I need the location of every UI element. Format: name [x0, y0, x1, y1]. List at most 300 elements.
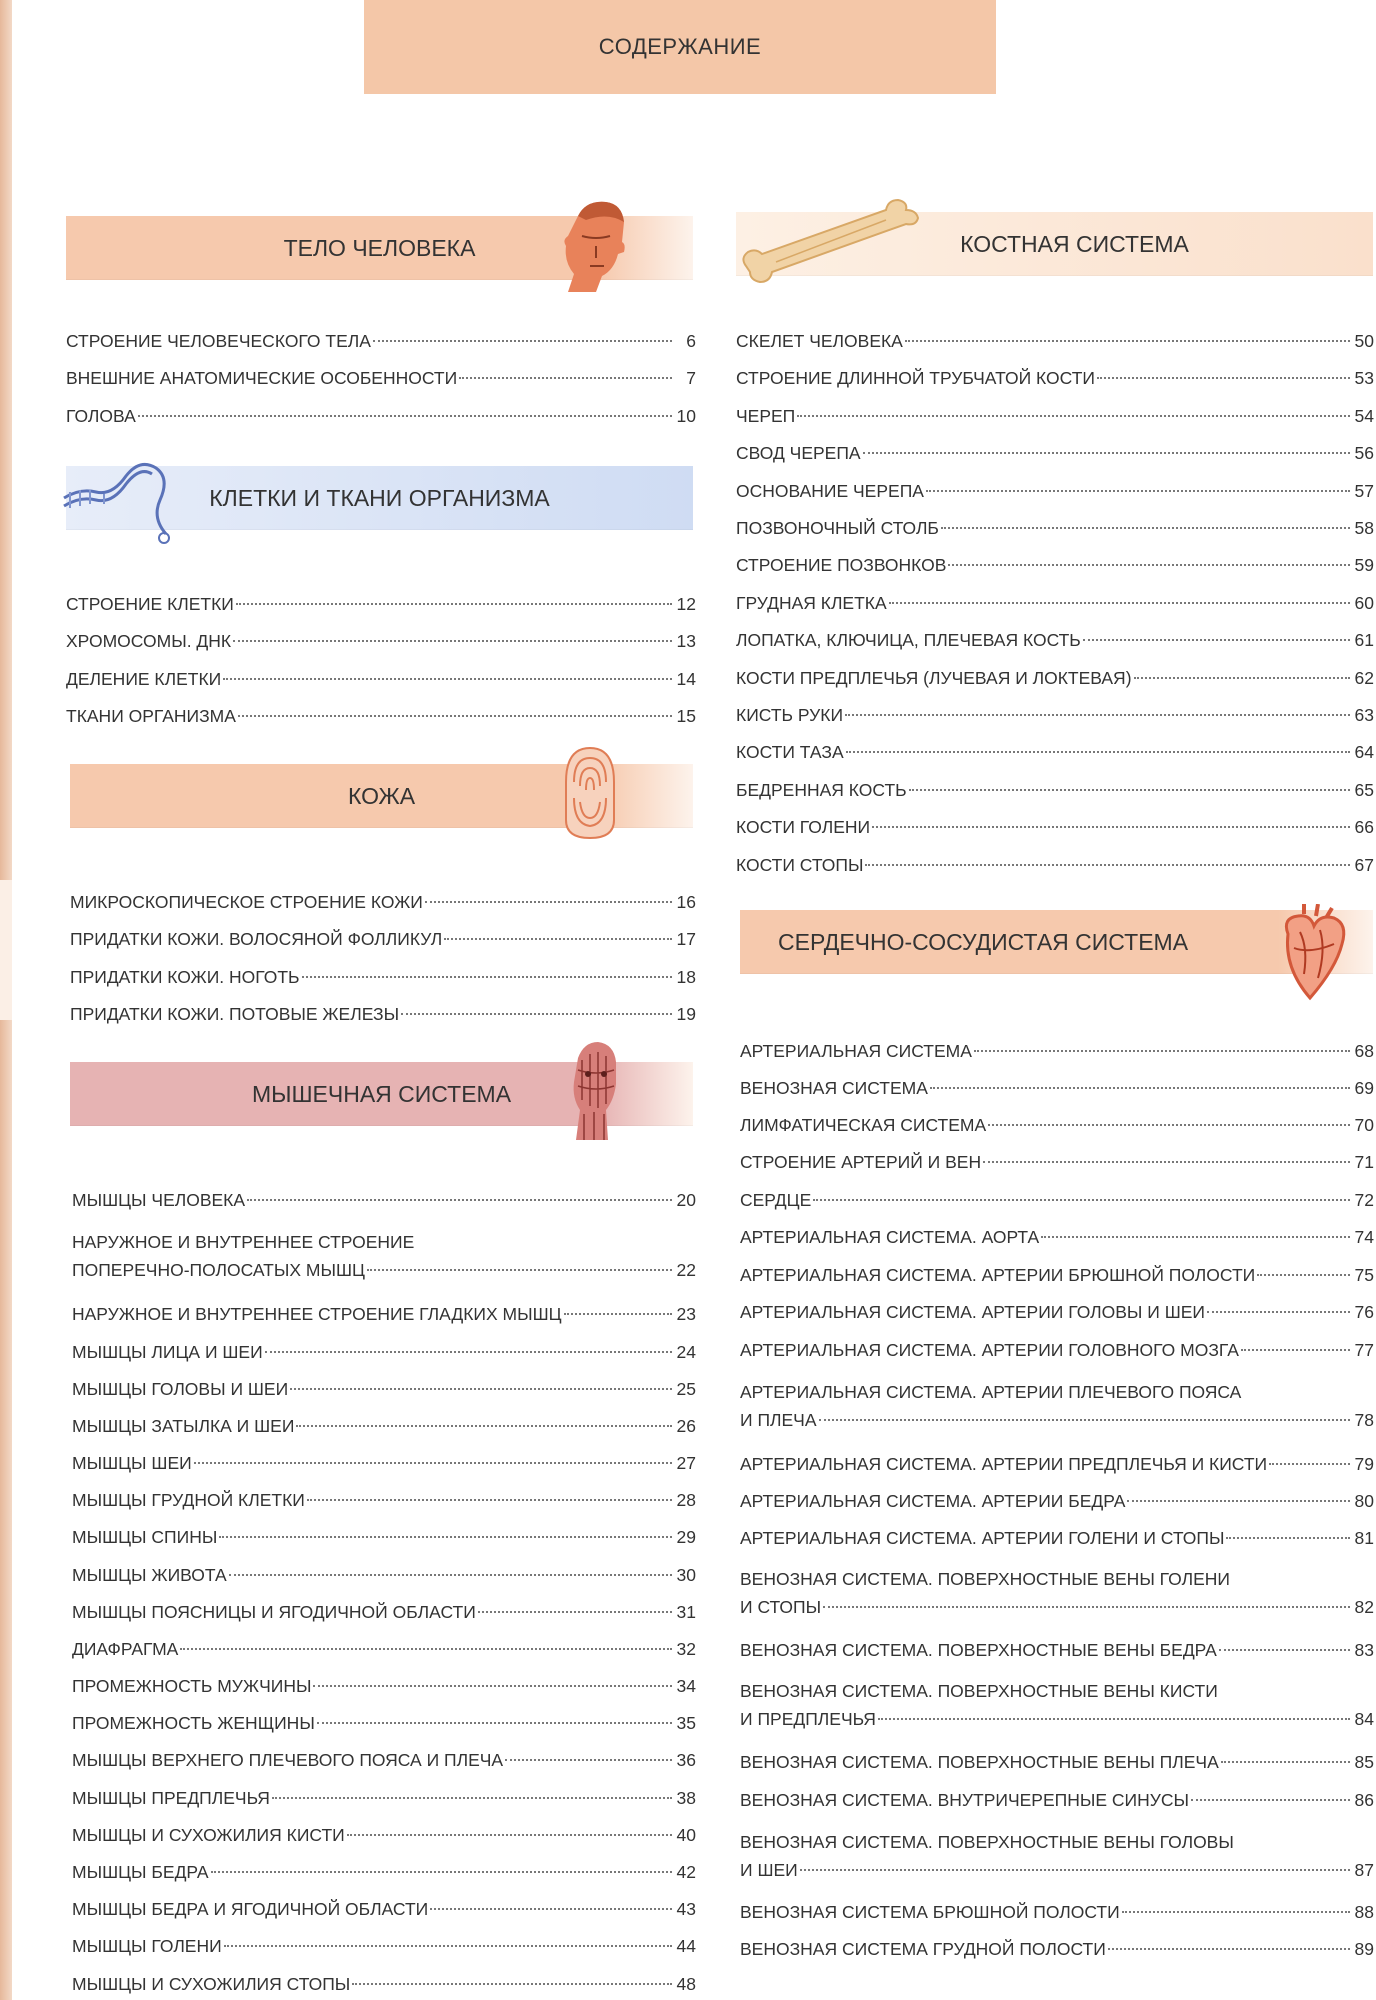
toc-entry-page: 81 — [1354, 1528, 1374, 1548]
dot-leader — [564, 1313, 672, 1315]
toc-entry-page: 28 — [676, 1490, 696, 1510]
toc-entry-title: КОСТИ ГОЛЕНИ — [736, 817, 871, 838]
dot-leader — [819, 1419, 1350, 1421]
toc-entry-page: 22 — [676, 1260, 696, 1280]
toc-entry[interactable] — [72, 1784, 696, 1812]
toc-entry-title-line: ВЕНОЗНАЯ СИСТЕМА. ПОВЕРХНОСТНЫЕ ВЕНЫ ГОЛЕНИ — [740, 1569, 1230, 1589]
dot-leader — [138, 415, 672, 417]
section-title: ТЕЛО ЧЕЛОВЕКА — [283, 234, 476, 261]
dot-leader — [233, 640, 672, 642]
section-title: КОЖА — [347, 782, 416, 809]
dot-leader — [352, 1983, 672, 1985]
heart-icon — [1274, 904, 1354, 1004]
toc-entry-title: СТРОЕНИЕ ПОЗВОНКОВ — [736, 555, 947, 576]
toc-entry-title: ВЕНОЗНАЯ СИСТЕМА. ПОВЕРХНОСТНЫЕ ВЕНЫ ПЛЕЧА — [740, 1752, 1219, 1772]
dot-leader — [823, 1606, 1350, 1608]
dot-leader — [459, 377, 672, 379]
section-header-cardio[interactable] — [740, 910, 1373, 974]
toc-entry-title: МИКРОСКОПИЧЕСКОЕ СТРОЕНИЕ КОЖИ — [70, 892, 423, 912]
toc-entry[interactable] — [72, 1821, 696, 1849]
toc-entry[interactable] — [70, 925, 696, 953]
dot-leader — [845, 714, 1350, 716]
dot-leader — [401, 1013, 672, 1015]
dot-leader — [846, 751, 1350, 753]
toc-entry-title: СВОД ЧЕРЕПА — [736, 443, 861, 464]
toc-entry-title: ПОЗВОНОЧНЫЙ СТОЛБ — [736, 518, 939, 538]
toc-entry-page: 74 — [1354, 1227, 1374, 1247]
dot-leader — [1097, 377, 1350, 379]
toc-entry[interactable] — [72, 1635, 696, 1663]
dot-leader — [872, 826, 1350, 828]
dot-leader — [926, 490, 1350, 492]
toc-entry-title: МЫШЦЫ СПИНЫ — [72, 1527, 218, 1547]
dot-leader — [988, 1124, 1350, 1126]
dot-leader — [224, 1945, 672, 1947]
toc-entry-page: 53 — [1354, 368, 1374, 389]
toc-entry-title: АРТЕРИАЛЬНАЯ СИСТЕМА. АРТЕРИИ БЕДРА — [740, 1491, 1126, 1511]
toc-entry[interactable] — [740, 1261, 1374, 1289]
dot-leader — [367, 1269, 672, 1271]
toc-entry[interactable] — [72, 1858, 696, 1886]
toc-entry-page: 65 — [1354, 779, 1374, 800]
toc-entry-page: 64 — [1354, 742, 1374, 763]
toc-entry-page: 77 — [1354, 1340, 1374, 1360]
toc-entry[interactable] — [740, 1677, 1374, 1733]
toc-entry[interactable] — [740, 1786, 1374, 1814]
toc-entry[interactable] — [736, 551, 1374, 579]
toc-entry-page: 24 — [676, 1342, 696, 1362]
toc-entry[interactable] — [740, 1524, 1374, 1552]
section-header-skin[interactable] — [70, 764, 693, 828]
dot-leader — [307, 1499, 672, 1501]
toc-entry[interactable] — [736, 477, 1374, 505]
toc-entry-page: 17 — [676, 929, 696, 950]
toc-entry-title: СТРОЕНИЕ ДЛИННОЙ ТРУБЧАТОЙ КОСТИ — [736, 368, 1095, 389]
toc-entry[interactable] — [736, 589, 1374, 617]
toc-entry-title: И СТОПЫ — [740, 1597, 822, 1617]
toc-entry-title: МЫШЦЫ ЧЕЛОВЕКА — [72, 1190, 246, 1210]
toc-entry-title: ДЕЛЕНИЕ КЛЕТКИ — [66, 668, 222, 689]
page-edge-notch — [0, 880, 12, 1020]
toc-entry-title: СТРОЕНИЕ АРТЕРИЙ И ВЕН — [740, 1152, 982, 1172]
toc-entry[interactable] — [72, 1300, 696, 1328]
toc-entry-title: МЫШЦЫ И СУХОЖИЛИЯ СТОПЫ — [72, 1974, 351, 1994]
human-head-icon — [556, 196, 636, 294]
toc-entry-page: 38 — [676, 1788, 696, 1808]
toc-entry-page: 40 — [676, 1825, 696, 1845]
toc-entry-title: НАРУЖНОЕ И ВНУТРЕННЕЕ СТРОЕНИЕ ГЛАДКИХ МЫШЦ — [72, 1304, 562, 1324]
toc-entry[interactable] — [740, 1935, 1374, 1963]
toc-entry-title: МЫШЦЫ ШЕИ — [72, 1453, 192, 1473]
toc-entry[interactable] — [740, 1148, 1374, 1176]
toc-entry-title: СКЕЛЕТ ЧЕЛОВЕКА — [736, 331, 903, 351]
toc-entry[interactable] — [736, 813, 1374, 841]
toc-entry[interactable] — [740, 1074, 1374, 1102]
toc-entry-page: 70 — [1354, 1115, 1374, 1135]
toc-entry-title: ГОЛОВА — [66, 405, 136, 426]
toc-entry[interactable] — [70, 888, 696, 916]
dot-leader — [373, 340, 672, 342]
dot-leader — [863, 452, 1350, 454]
toc-entry-title: СЕРДЦЕ — [740, 1190, 812, 1210]
toc-entry-title: ВЕНОЗНАЯ СИСТЕМА — [740, 1078, 928, 1098]
dot-leader — [444, 938, 672, 940]
toc-entry-page: 32 — [676, 1639, 696, 1659]
toc-entry-page: 29 — [676, 1527, 696, 1547]
toc-entry-page: 58 — [1354, 518, 1374, 538]
toc-entry-page: 48 — [676, 1974, 696, 1994]
bone-icon — [736, 196, 932, 286]
toc-entry-title: АРТЕРИАЛЬНАЯ СИСТЕМА. АРТЕРИИ БРЮШНОЙ ПОЛОСТИ — [740, 1265, 1256, 1285]
toc-entry-title-line: НАРУЖНОЕ И ВНУТРЕННЕЕ СТРОЕНИЕ — [72, 1232, 415, 1252]
toc-entry-title: ОСНОВАНИЕ ЧЕРЕПА — [736, 480, 924, 501]
dot-leader — [302, 976, 672, 978]
toc-entry-page: 66 — [1354, 817, 1374, 838]
toc-entry-page: 34 — [676, 1676, 696, 1696]
dot-leader — [1269, 1463, 1350, 1465]
toc-entry-page: 15 — [676, 706, 696, 727]
dot-leader — [878, 1718, 1350, 1720]
toc-entry-title: СТРОЕНИЕ КЛЕТКИ — [66, 594, 234, 614]
dot-leader — [941, 527, 1350, 529]
toc-entry-title: ПРИДАТКИ КОЖИ. ВОЛОСЯНОЙ ФОЛЛИКУЛ — [70, 929, 443, 950]
toc-entry[interactable] — [740, 1748, 1374, 1776]
toc-entry-page: 19 — [676, 1004, 696, 1025]
dot-leader — [1241, 1349, 1350, 1351]
dot-leader — [1122, 1911, 1350, 1913]
toc-entry-title: ПРОМЕЖНОСТЬ МУЖЧИНЫ — [72, 1676, 312, 1696]
toc-entry[interactable] — [70, 963, 696, 991]
toc-entry[interactable] — [736, 402, 1374, 430]
section-header-muscle[interactable] — [70, 1062, 693, 1126]
toc-entry[interactable] — [740, 1828, 1374, 1884]
toc-entry-page: 67 — [1354, 854, 1374, 875]
toc-entry-title: АРТЕРИАЛЬНАЯ СИСТЕМА. АРТЕРИИ ГОЛОВЫ И ШЕИ — [740, 1302, 1205, 1322]
dot-leader — [1219, 1649, 1350, 1651]
dot-leader — [238, 715, 672, 717]
toc-entry-page: 68 — [1354, 1041, 1374, 1061]
toc-entry-title: ВЕНОЗНАЯ СИСТЕМА. ПОВЕРХНОСТНЫЕ ВЕНЫ БЕДРА — [740, 1640, 1217, 1660]
section-header-cells[interactable] — [66, 466, 693, 530]
toc-entry[interactable] — [66, 702, 696, 730]
dot-leader — [974, 1050, 1350, 1052]
dot-leader — [1221, 1761, 1350, 1763]
toc-entry-page: 62 — [1354, 667, 1374, 688]
dot-leader — [229, 1574, 672, 1576]
dot-leader — [930, 1087, 1350, 1089]
toc-entry-title: БЕДРЕННАЯ КОСТЬ — [736, 779, 907, 800]
toc-entry-page: 89 — [1354, 1939, 1374, 1959]
toc-entry-page: 82 — [1354, 1597, 1374, 1617]
toc-entry-title: ХРОМОСОМЫ. ДНК — [66, 631, 232, 652]
section-title: КОСТНАЯ СИСТЕМА — [960, 230, 1189, 257]
toc-entry[interactable] — [740, 1636, 1374, 1664]
toc-entry[interactable] — [72, 1561, 696, 1589]
toc-entry-page: 14 — [676, 668, 696, 689]
toc-entry[interactable] — [740, 1336, 1374, 1364]
toc-entry-title: МЫШЦЫ И СУХОЖИЛИЯ КИСТИ — [72, 1825, 345, 1845]
toc-entry[interactable] — [736, 364, 1374, 392]
toc-entry[interactable] — [736, 327, 1374, 355]
toc-entry[interactable] — [740, 1898, 1374, 1926]
toc-entry-page: 26 — [676, 1416, 696, 1436]
dot-leader — [272, 1797, 672, 1799]
toc-entry-page: 85 — [1354, 1752, 1374, 1772]
toc-entry[interactable] — [736, 776, 1374, 804]
toc-entry[interactable] — [72, 1186, 696, 1214]
toc-entry-page: 80 — [1354, 1491, 1374, 1511]
toc-entry[interactable] — [72, 1486, 696, 1514]
toc-entry-page: 61 — [1354, 630, 1374, 651]
toc-entry-title: ДИАФРАГМА — [72, 1639, 179, 1659]
page-title: СОДЕРЖАНИЕ — [598, 34, 762, 59]
dot-leader — [889, 602, 1350, 604]
toc-entry-title: ВЕНОЗНАЯ СИСТЕМА. ВНУТРИЧЕРЕПНЫЕ СИНУСЫ — [740, 1790, 1189, 1810]
page-edge-strip — [0, 0, 12, 2000]
toc-entry-title: МЫШЦЫ ВЕРХНЕГО ПЛЕЧЕВОГО ПОЯСА И ПЛЕЧА — [72, 1750, 504, 1770]
toc-entry[interactable] — [66, 364, 696, 392]
toc-entry[interactable] — [72, 1338, 696, 1366]
toc-entry-page: 78 — [1354, 1410, 1374, 1430]
toc-entry-page: 88 — [1354, 1902, 1374, 1922]
toc-entry[interactable] — [740, 1223, 1374, 1251]
section-title: СЕРДЕЧНО-СОСУДИСТАЯ СИСТЕМА — [778, 928, 1189, 955]
toc-entry[interactable] — [66, 665, 696, 693]
toc-entry-title-line: АРТЕРИАЛЬНАЯ СИСТЕМА. АРТЕРИИ ПЛЕЧЕВОГО ПОЯСА — [740, 1382, 1242, 1402]
toc-entry-title: ГРУДНАЯ КЛЕТКА — [736, 592, 887, 613]
toc-entry[interactable] — [72, 1228, 696, 1284]
dot-leader — [1191, 1799, 1350, 1801]
toc-entry-title: КОСТИ ПРЕДПЛЕЧЬЯ (ЛУЧЕВАЯ И ЛОКТЕВАЯ) — [736, 667, 1132, 688]
section-title: КЛЕТКИ И ТКАНИ ОРГАНИЗМА — [209, 484, 550, 511]
toc-entry[interactable] — [736, 664, 1374, 692]
toc-entry[interactable] — [66, 627, 696, 655]
toc-entry[interactable] — [72, 1449, 696, 1477]
dot-leader — [347, 1834, 672, 1836]
right-column — [736, 0, 1374, 2000]
dot-leader — [909, 789, 1350, 791]
section-header-body[interactable] — [66, 216, 693, 280]
toc-entry[interactable] — [736, 626, 1374, 654]
toc-entry-title: СТРОЕНИЕ ЧЕЛОВЕЧЕСКОГО ТЕЛА — [66, 331, 371, 351]
toc-entry-title: ЛИМФАТИЧЕСКАЯ СИСТЕМА — [740, 1115, 987, 1135]
dot-leader — [290, 1388, 672, 1390]
dot-leader — [478, 1611, 672, 1613]
toc-entry-page: 12 — [676, 594, 696, 614]
toc-entry-page: 25 — [676, 1379, 696, 1399]
toc-entry-title: МЫШЦЫ ЖИВОТА — [72, 1565, 227, 1585]
toc-entry[interactable] — [72, 1970, 696, 1998]
dot-leader — [265, 1351, 672, 1353]
dot-leader — [211, 1871, 672, 1873]
toc-entry-title: И ШЕИ — [740, 1860, 798, 1880]
toc-entry-page: 84 — [1354, 1709, 1374, 1729]
toc-entry-title: МЫШЦЫ ПОЯСНИЦЫ И ЯГОДИЧНОЙ ОБЛАСТИ — [72, 1602, 476, 1622]
toc-entry-title: МЫШЦЫ БЕДРА — [72, 1862, 209, 1882]
toc-entry[interactable] — [70, 1000, 696, 1028]
toc-entry-title: ПРОМЕЖНОСТЬ ЖЕНЩИНЫ — [72, 1713, 315, 1733]
dot-leader — [865, 864, 1350, 866]
dot-leader — [505, 1759, 672, 1761]
dot-leader — [317, 1722, 672, 1724]
toc-entry-page: 79 — [1354, 1454, 1374, 1474]
toc-entry-page: 59 — [1354, 555, 1374, 576]
toc-entry-title-line: ВЕНОЗНАЯ СИСТЕМА. ПОВЕРХНОСТНЫЕ ВЕНЫ ГОЛОВЫ — [740, 1832, 1234, 1852]
toc-entry[interactable] — [740, 1298, 1374, 1326]
toc-entry-page: 42 — [676, 1862, 696, 1882]
toc-entry-title: И ПРЕДПЛЕЧЬЯ — [740, 1709, 876, 1729]
dot-leader — [313, 1685, 672, 1687]
toc-entry-page: 75 — [1354, 1265, 1374, 1285]
toc-entry-title: ТКАНИ ОРГАНИЗМА — [66, 706, 236, 727]
left-column — [66, 0, 696, 2000]
dot-leader — [1041, 1236, 1350, 1238]
toc-entry-title: КОСТИ ТАЗА — [736, 742, 844, 763]
toc-entry[interactable] — [736, 738, 1374, 766]
toc-entry[interactable] — [66, 590, 696, 618]
dot-leader — [1108, 1948, 1350, 1950]
toc-entry[interactable] — [72, 1375, 696, 1403]
toc-entry[interactable] — [740, 1565, 1374, 1621]
toc-entry[interactable] — [66, 402, 696, 430]
toc-entry-page: 57 — [1354, 480, 1374, 501]
dot-leader — [800, 1869, 1350, 1871]
toc-entry-title: КОСТИ СТОПЫ — [736, 854, 864, 875]
toc-entry-title: ПРИДАТКИ КОЖИ. ПОТОВЫЕ ЖЕЛЕЗЫ — [70, 1004, 400, 1025]
toc-entry-title-line: ВЕНОЗНАЯ СИСТЕМА. ПОВЕРХНОСТНЫЕ ВЕНЫ КИСТИ — [740, 1681, 1218, 1701]
toc-entry[interactable] — [740, 1186, 1374, 1214]
toc-entry[interactable] — [72, 1598, 696, 1626]
toc-entry-title: ПОПЕРЕЧНО-ПОЛОСАТЫХ МЫШЦ — [72, 1260, 365, 1280]
fingerprint-icon — [560, 742, 620, 842]
toc-entry-title: АРТЕРИАЛЬНАЯ СИСТЕМА. АРТЕРИИ ГОЛОВНОГО МОЗГА — [740, 1340, 1239, 1360]
toc-entry-page: 23 — [676, 1304, 696, 1324]
toc-entry[interactable] — [740, 1450, 1374, 1478]
toc-entry[interactable] — [736, 851, 1374, 879]
toc-entry-title: МЫШЦЫ ГРУДНОЙ КЛЕТКИ — [72, 1490, 305, 1510]
toc-entry-page: 44 — [676, 1936, 696, 1956]
toc-entry[interactable] — [72, 1746, 696, 1774]
toc-entry-title: ЧЕРЕП — [736, 405, 796, 426]
dot-leader — [425, 901, 672, 903]
toc-entry-page: 18 — [676, 966, 696, 987]
toc-entry-title: АРТЕРИАЛЬНАЯ СИСТЕМА — [740, 1041, 972, 1061]
dot-leader — [430, 1908, 672, 1910]
toc-entry-title: КИСТЬ РУКИ — [736, 705, 844, 725]
toc-entry-title: МЫШЦЫ ЗАТЫЛКА И ШЕИ — [72, 1416, 295, 1436]
section-header-bone[interactable] — [736, 212, 1373, 276]
toc-entry-title: АРТЕРИАЛЬНАЯ СИСТЕМА. АРТЕРИИ ГОЛЕНИ И СТОПЫ — [740, 1528, 1225, 1548]
dot-leader — [813, 1199, 1350, 1201]
toc-entry-page: 56 — [1354, 443, 1374, 464]
dot-leader — [194, 1462, 672, 1464]
toc-entry-page: 54 — [1354, 405, 1374, 426]
toc-entry-page: 35 — [676, 1713, 696, 1733]
dot-leader — [948, 564, 1350, 566]
toc-entry-page: 13 — [676, 631, 696, 652]
dot-leader — [983, 1161, 1350, 1163]
toc-entry-page: 71 — [1354, 1152, 1374, 1172]
toc-entry-page: 86 — [1354, 1790, 1374, 1810]
dot-leader — [1207, 1311, 1350, 1313]
dot-leader — [1134, 677, 1350, 679]
toc-entry[interactable] — [72, 1709, 696, 1737]
dot-leader — [797, 415, 1350, 417]
dot-leader — [905, 340, 1350, 342]
toc-entry-page: 27 — [676, 1453, 696, 1473]
dot-leader — [180, 1648, 672, 1650]
toc-entry-title: ВЕНОЗНАЯ СИСТЕМА ГРУДНОЙ ПОЛОСТИ — [740, 1939, 1106, 1959]
toc-entry-title: И ПЛЕЧА — [740, 1410, 817, 1430]
toc-entry-page: 7 — [686, 368, 696, 389]
toc-entry-page: 87 — [1354, 1860, 1374, 1880]
dot-leader — [223, 678, 672, 680]
toc-entry-title: ВНЕШНИЕ АНАТОМИЧЕСКИЕ ОСОБЕННОСТИ — [66, 368, 458, 389]
toc-entry-page: 20 — [676, 1190, 696, 1210]
toc-entry-title: МЫШЦЫ ГОЛОВЫ И ШЕИ — [72, 1379, 289, 1399]
muscle-head-icon — [564, 1040, 628, 1142]
toc-entry[interactable] — [72, 1932, 696, 1960]
toc-entry-page: 16 — [676, 892, 696, 912]
toc-entry-page: 36 — [676, 1750, 696, 1770]
toc-entry-page: 6 — [686, 331, 696, 351]
dot-leader — [219, 1536, 672, 1538]
toc-entry[interactable] — [740, 1378, 1374, 1434]
toc-entry[interactable] — [740, 1037, 1374, 1065]
toc-entry-page: 83 — [1354, 1640, 1374, 1660]
section-title: МЫШЕЧНАЯ СИСТЕМА — [251, 1080, 512, 1107]
toc-entry[interactable] — [736, 514, 1374, 542]
toc-entry-title: МЫШЦЫ ЛИЦА И ШЕИ — [72, 1342, 263, 1362]
toc-entry[interactable] — [736, 701, 1374, 729]
toc-entry-title: МЫШЦЫ ПРЕДПЛЕЧЬЯ — [72, 1788, 270, 1808]
toc-entry[interactable] — [72, 1523, 696, 1551]
toc-entry-title: МЫШЦЫ ГОЛЕНИ — [72, 1936, 222, 1956]
dot-leader — [247, 1199, 672, 1201]
toc-entry-page: 63 — [1354, 705, 1374, 725]
toc-entry[interactable] — [72, 1672, 696, 1700]
toc-entry-page: 30 — [676, 1565, 696, 1585]
toc-entry-title: ПРИДАТКИ КОЖИ. НОГОТЬ — [70, 966, 300, 987]
toc-entry-page: 60 — [1354, 592, 1374, 613]
toc-entry-title: АРТЕРИАЛЬНАЯ СИСТЕМА. АОРТА — [740, 1227, 1040, 1247]
dot-leader — [296, 1425, 672, 1427]
toc-entry[interactable] — [736, 439, 1374, 467]
toc-entry-title: ВЕНОЗНАЯ СИСТЕМА БРЮШНОЙ ПОЛОСТИ — [740, 1902, 1120, 1922]
toc-entry-page: 50 — [1354, 331, 1374, 351]
toc-entry[interactable] — [66, 327, 696, 355]
toc-entry-title: ЛОПАТКА, КЛЮЧИЦА, ПЛЕЧЕВАЯ КОСТЬ — [736, 630, 1081, 651]
toc-entry-page: 72 — [1354, 1190, 1374, 1210]
toc-entry-page: 10 — [676, 405, 696, 426]
dot-leader — [236, 603, 672, 605]
toc-entry-page: 69 — [1354, 1078, 1374, 1098]
toc-entry[interactable] — [740, 1111, 1374, 1139]
toc-entry[interactable] — [72, 1412, 696, 1440]
toc-entry[interactable] — [72, 1895, 696, 1923]
toc-entry-page: 43 — [676, 1899, 696, 1919]
toc-entry-title: МЫШЦЫ БЕДРА И ЯГОДИЧНОЙ ОБЛАСТИ — [72, 1899, 429, 1919]
dot-leader — [1127, 1500, 1350, 1502]
dot-leader — [1083, 639, 1350, 641]
dna-strand-icon — [60, 448, 184, 548]
toc-entry-title: АРТЕРИАЛЬНАЯ СИСТЕМА. АРТЕРИИ ПРЕДПЛЕЧЬЯ И КИСТИ — [740, 1454, 1268, 1474]
toc-entry-page: 76 — [1354, 1302, 1374, 1322]
toc-entry[interactable] — [740, 1487, 1374, 1515]
dot-leader — [1257, 1274, 1350, 1276]
dot-leader — [1226, 1537, 1350, 1539]
toc-entry-page: 31 — [676, 1602, 696, 1622]
